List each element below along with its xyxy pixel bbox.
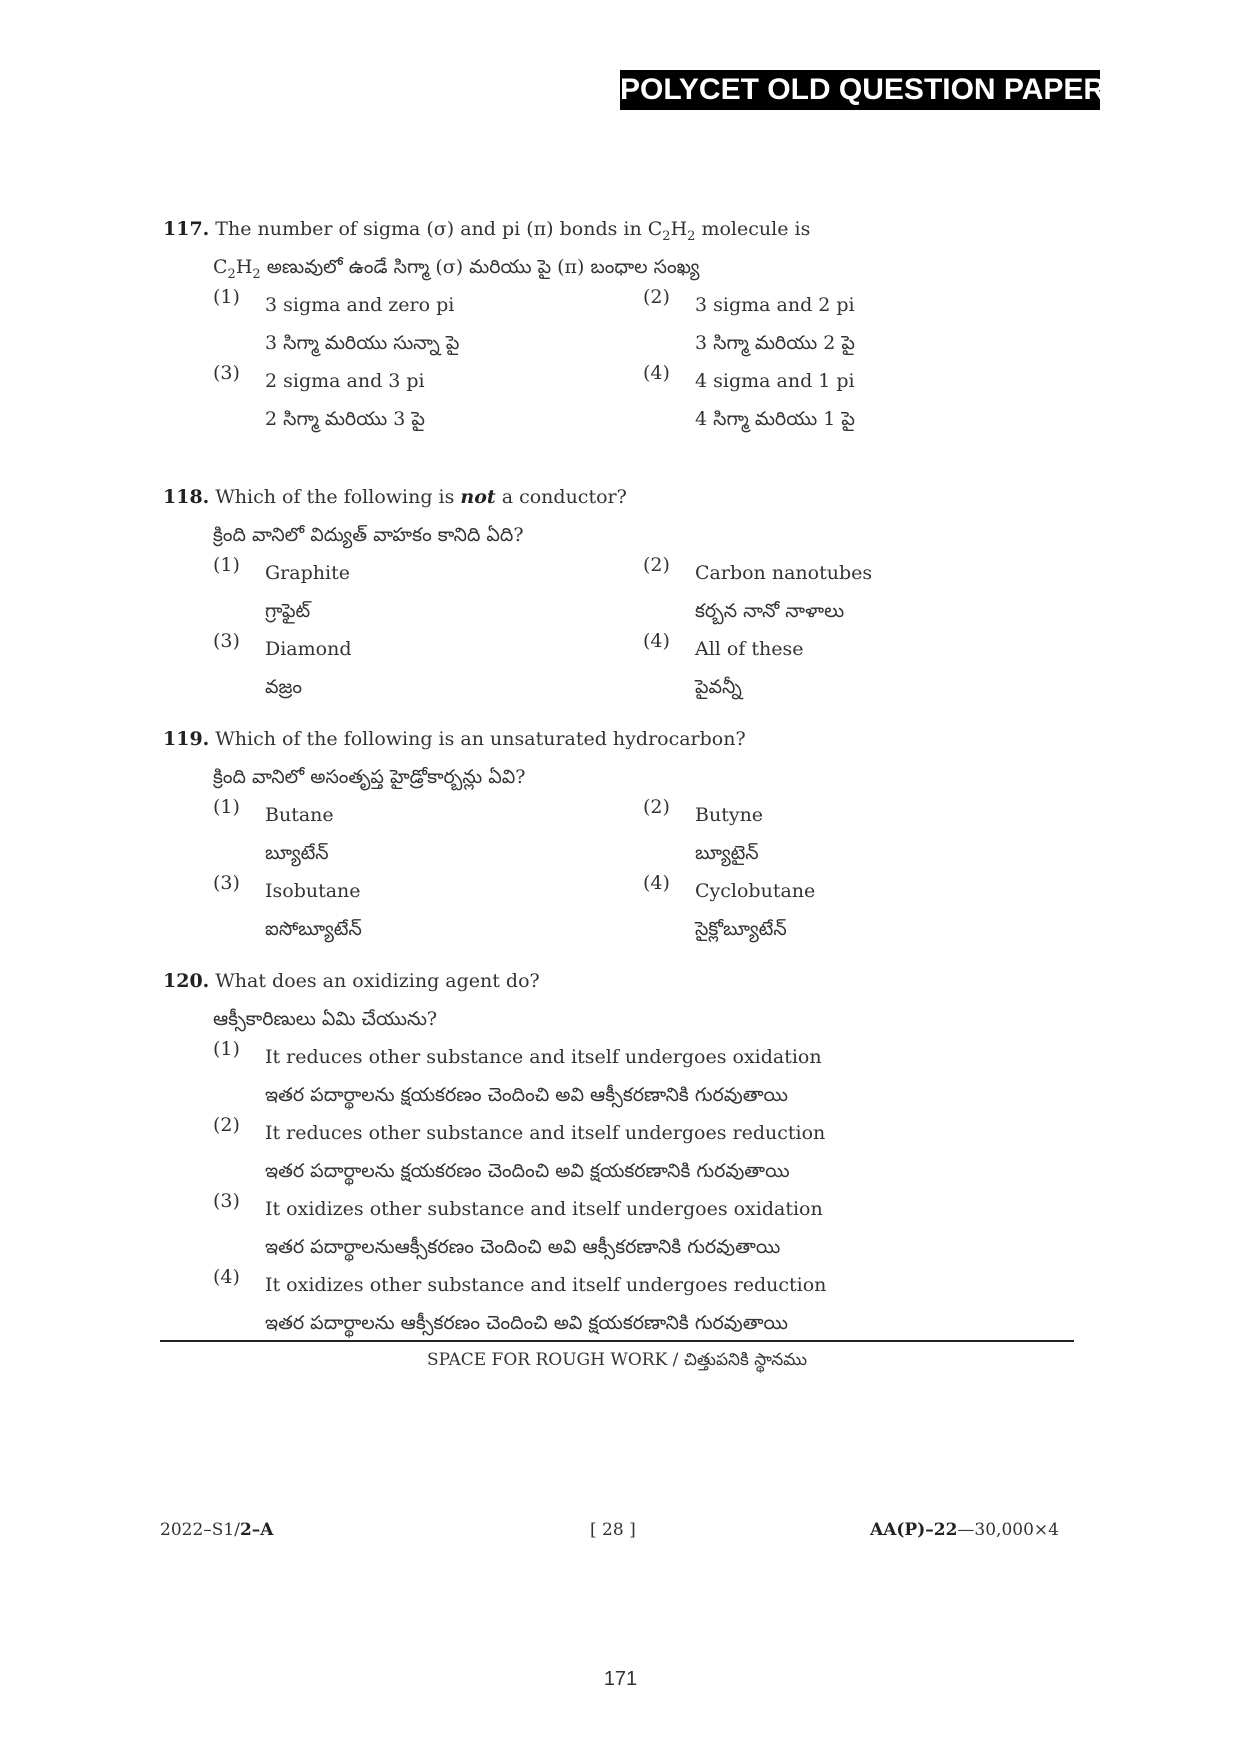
option-1 — [163, 286, 593, 362]
footer-series — [870, 1520, 1059, 1540]
option-number: (3) — [213, 1190, 240, 1212]
option-1 — [163, 1038, 1083, 1114]
subscript: 2 — [227, 266, 236, 282]
option-3 — [163, 630, 593, 706]
subscript: 2 — [687, 228, 696, 244]
question-text: molecule is — [695, 218, 811, 240]
option-text-en: Butane — [265, 804, 334, 826]
option-number: (3) — [213, 630, 240, 652]
question-stem-en — [163, 478, 1083, 516]
option-number: (1) — [213, 286, 240, 308]
option-3 — [163, 362, 593, 438]
subscript: 2 — [252, 266, 261, 282]
question-stem-en — [163, 210, 1083, 248]
option-text-te: ఇతర పదార్థాలను క్షయకరణం చెందించి అవి ఆక్సీకరణానికి గురవుతాయి — [265, 1084, 788, 1106]
option-4 — [593, 872, 1023, 948]
option-text-en: 3 sigma and zero pi — [265, 294, 455, 316]
option-text-en: 2 sigma and 3 pi — [265, 370, 425, 392]
page-number: 171 — [603, 1668, 638, 1690]
option-text-te: 3 సిగ్మా మరియు 2 పై — [695, 332, 855, 354]
emphasis-not: not — [460, 486, 496, 508]
option-text-en: It oxidizes other substance and itself undergoes oxidation — [265, 1198, 823, 1220]
option-4 — [163, 1266, 1083, 1342]
question-stem-en — [163, 962, 1083, 1000]
option-1 — [163, 796, 593, 872]
option-text-en: Graphite — [265, 562, 350, 584]
option-number: (1) — [213, 796, 240, 818]
option-text-en: Diamond — [265, 638, 352, 660]
question-text: The number of sigma (σ) and pi (π) bonds in C — [215, 218, 663, 240]
option-text-en: Isobutane — [265, 880, 361, 902]
option-text-en: 4 sigma and 1 pi — [695, 370, 855, 392]
option-3 — [163, 1190, 1083, 1266]
option-number: (4) — [643, 630, 670, 652]
question-text: Which of the following is — [215, 486, 461, 508]
option-2 — [163, 1114, 1083, 1190]
question-stem-te: క్రింది వానిలో అసంతృప్త హైడ్రోకార్బన్లు ఏవి? — [213, 766, 526, 788]
footer-code — [160, 1520, 273, 1540]
divider-line — [160, 1340, 1074, 1342]
option-text-te: బ్యూటైన్ — [695, 842, 759, 864]
question-120 — [163, 962, 1083, 1342]
option-number: (1) — [213, 1038, 240, 1060]
subscript: 2 — [662, 228, 671, 244]
option-number: (2) — [643, 286, 670, 308]
option-text-te: 3 సిగ్మా మరియు సున్నా పై — [265, 332, 460, 354]
option-1 — [163, 554, 593, 630]
question-number: 117. — [163, 218, 210, 240]
option-4 — [593, 630, 1023, 706]
option-text-te: సైక్లోబ్యూటేన్ — [695, 918, 787, 940]
option-number: (2) — [213, 1114, 240, 1136]
footer-code-set: 2–A — [239, 1520, 274, 1540]
question-117 — [163, 210, 1083, 438]
option-3 — [163, 872, 593, 948]
option-text-te: ఇతర పదార్థాలనుఆక్సీకరణం చెందించి అవి ఆక్సీకరణానికి గురవుతాయి — [265, 1236, 781, 1258]
option-number: (3) — [213, 872, 240, 894]
option-text-te: 4 సిగ్మా మరియు 1 పై — [695, 408, 855, 430]
footer-code-prefix: 2022–S1/ — [160, 1520, 240, 1540]
banner-title: POLYCET OLD QUESTION PAPER — [620, 70, 1100, 110]
question-number: 118. — [163, 486, 210, 508]
option-text-te: బ్యూటేన్ — [265, 842, 329, 864]
option-text-en: It oxidizes other substance and itself undergoes reduction — [265, 1274, 827, 1296]
option-2 — [593, 286, 1023, 362]
question-text: Which of the following is an unsaturated hydrocarbon? — [215, 728, 746, 750]
option-text-en: 3 sigma and 2 pi — [695, 294, 855, 316]
question-stem-te — [163, 248, 1083, 286]
option-text-en: All of these — [695, 638, 804, 660]
option-text-te: ఇతర పదార్థాలను క్షయకరణం చెందించి అవి క్షయకరణానికి గురవుతాయి — [265, 1160, 790, 1182]
option-4 — [593, 362, 1023, 438]
option-text-en: Butyne — [695, 804, 764, 826]
question-text: H — [670, 218, 688, 240]
question-text: అణువులో ఉండే సిగ్మా (σ) మరియు పై (π) బంధాల సంఖ్య — [260, 256, 700, 278]
question-text: H — [235, 256, 253, 278]
question-number: 119. — [163, 728, 210, 750]
rough-work-label: SPACE FOR ROUGH WORK / చిత్తుపనికి స్థానము — [426, 1350, 808, 1370]
option-number: (3) — [213, 362, 240, 384]
option-number: (4) — [643, 872, 670, 894]
question-text: What does an oxidizing agent do? — [215, 970, 540, 992]
option-text-te: ఐసోబ్యూటేన్ — [265, 918, 362, 940]
question-stem-te: ఆక్సీకారిణులు ఏమి చేయును? — [213, 1008, 438, 1030]
option-text-te: గ్రాఫైట్ — [265, 600, 311, 622]
footer-series-count: —30,000×4 — [957, 1520, 1059, 1540]
question-text: C — [213, 256, 228, 278]
option-number: (1) — [213, 554, 240, 576]
question-118 — [163, 478, 1083, 706]
question-stem-en — [163, 720, 1083, 758]
option-text-en: It reduces other substance and itself undergoes reduction — [265, 1122, 826, 1144]
option-text-en: Cyclobutane — [695, 880, 816, 902]
question-stem-te: క్రింది వానిలో విద్యుత్ వాహకం కానిది ఏది? — [213, 524, 524, 546]
option-number: (2) — [643, 554, 670, 576]
option-2 — [593, 796, 1023, 872]
option-text-te: 2 సిగ్మా మరియు 3 పై — [265, 408, 425, 430]
question-text: a conductor? — [495, 486, 627, 508]
option-number: (4) — [213, 1266, 240, 1288]
question-number: 120. — [163, 970, 210, 992]
option-text-te: ఇతర పదార్థాలను ఆక్సీకరణం చెందించి అవి క్షయకరణానికి గురవుతాయి — [265, 1312, 788, 1334]
option-text-te: కర్బన నానో నాళాలు — [695, 600, 845, 622]
option-2 — [593, 554, 1023, 630]
footer-page: [ 28 ] — [590, 1520, 636, 1540]
question-119 — [163, 720, 1083, 948]
option-text-en: Carbon nanotubes — [695, 562, 873, 584]
option-text-te: వజ్రం — [265, 676, 303, 698]
option-number: (2) — [643, 796, 670, 818]
option-text-te: పైవన్నీ — [695, 676, 742, 698]
option-number: (4) — [643, 362, 670, 384]
footer-series-code: AA(P)–22 — [870, 1520, 958, 1540]
option-text-en: It reduces other substance and itself undergoes oxidation — [265, 1046, 822, 1068]
